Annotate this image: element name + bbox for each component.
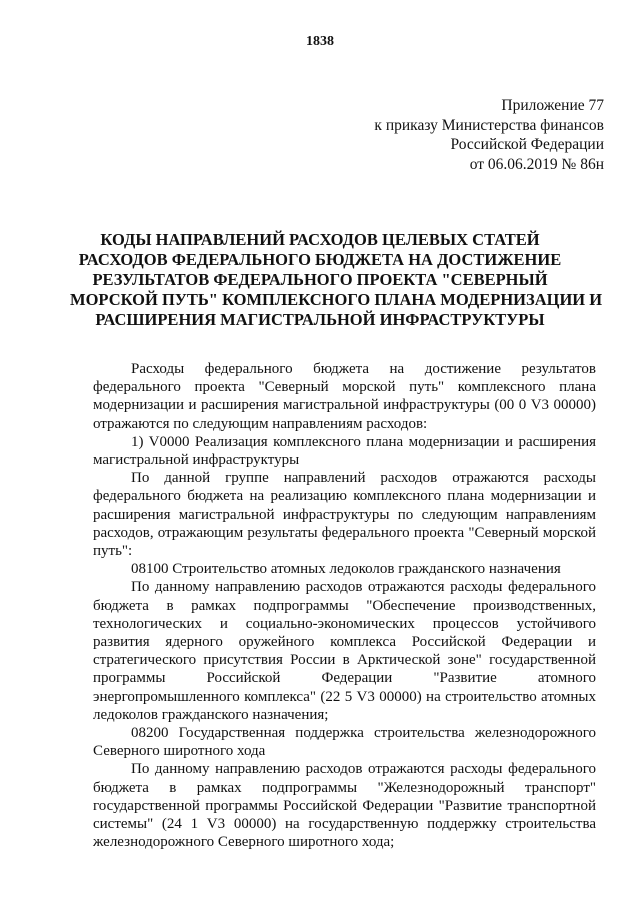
paragraph-group-description: По данной группе направлений расходов отражаются расходы федерального бюджета на реализацию комплексного плана модернизации и расширения магистральной инфраструктуры по следующим направлениям расходов, отражающим результаты федерального проекта "Северный морской путь": <box>93 470 596 560</box>
paragraph-intro: Расходы федерального бюджета на достижение результатов федерального проекта "Северный морской путь" комплексного плана модернизации и расширения магистральной инфраструктуры (00 0 V3 00000) отражаются по следующим направлениям расходов: <box>93 361 596 432</box>
paragraph-code-08100-description: По данному направлению расходов отражаются расходы федерального бюджета в рамках подпрограммы "Обеспечение производственных, технологических и социально-экономических процессов устойчивого развития ядерного оружейного комплекса Российской Федерации и стратегического присутствия России в Арктической зоне" государственной программы Российской Федерации "Развитие атомного энергопромышленного комплекса" (22 5 V3 00000) на строительство атомных ледоколов гражданского назначения; <box>93 579 596 723</box>
appendix-authority: Российской Федерации <box>450 136 604 153</box>
title-line: КОДЫ НАПРАВЛЕНИЙ РАСХОДОВ ЦЕЛЕВЫХ СТАТЕЙ <box>100 230 540 249</box>
paragraph-code-08200-description: По данному направлению расходов отражаются расходы федерального бюджета в рамках подпрограммы "Железнодорожный транспорт" государственной программы Российской Федерации "Развитие транспортной системы" (24 1 V3 00000) на государственную поддержку строительства железнодорожного Северного широтного хода; <box>93 761 596 851</box>
page-number: 1838 <box>306 34 334 49</box>
appendix-header <box>374 96 604 174</box>
appendix-date-number: от 06.06.2019 № 86н <box>469 155 604 173</box>
title-line: РАСХОДОВ ФЕДЕРАЛЬНОГО БЮДЖЕТА НА ДОСТИЖЕНИЕ <box>78 250 562 269</box>
title-line: МОРСКОЙ ПУТЬ" КОМПЛЕКСНОГО ПЛАНА МОДЕРНИЗАЦИИ И <box>70 290 603 309</box>
title-line: РАСШИРЕНИЯ МАГИСТРАЛЬНОЙ ИНФРАСТРУКТУРЫ <box>95 310 545 329</box>
paragraph-code-08200: 08200 Государственная поддержка строительства железнодорожного Северного широтного хода <box>93 725 596 760</box>
document-title <box>70 230 603 330</box>
paragraph-group-v0000: 1) V0000 Реализация комплексного плана модернизации и расширения магистральной инфраструктуры <box>93 433 596 469</box>
paragraph-code-08100: 08100 Строительство атомных ледоколов гражданского назначения <box>131 561 561 578</box>
appendix-order-ref: к приказу Министерства финансов <box>374 116 604 134</box>
appendix-number: Приложение 77 <box>501 97 604 114</box>
document-body <box>93 360 596 851</box>
title-line: РЕЗУЛЬТАТОВ ФЕДЕРАЛЬНОГО ПРОЕКТА "СЕВЕРНЫЙ <box>92 270 548 289</box>
